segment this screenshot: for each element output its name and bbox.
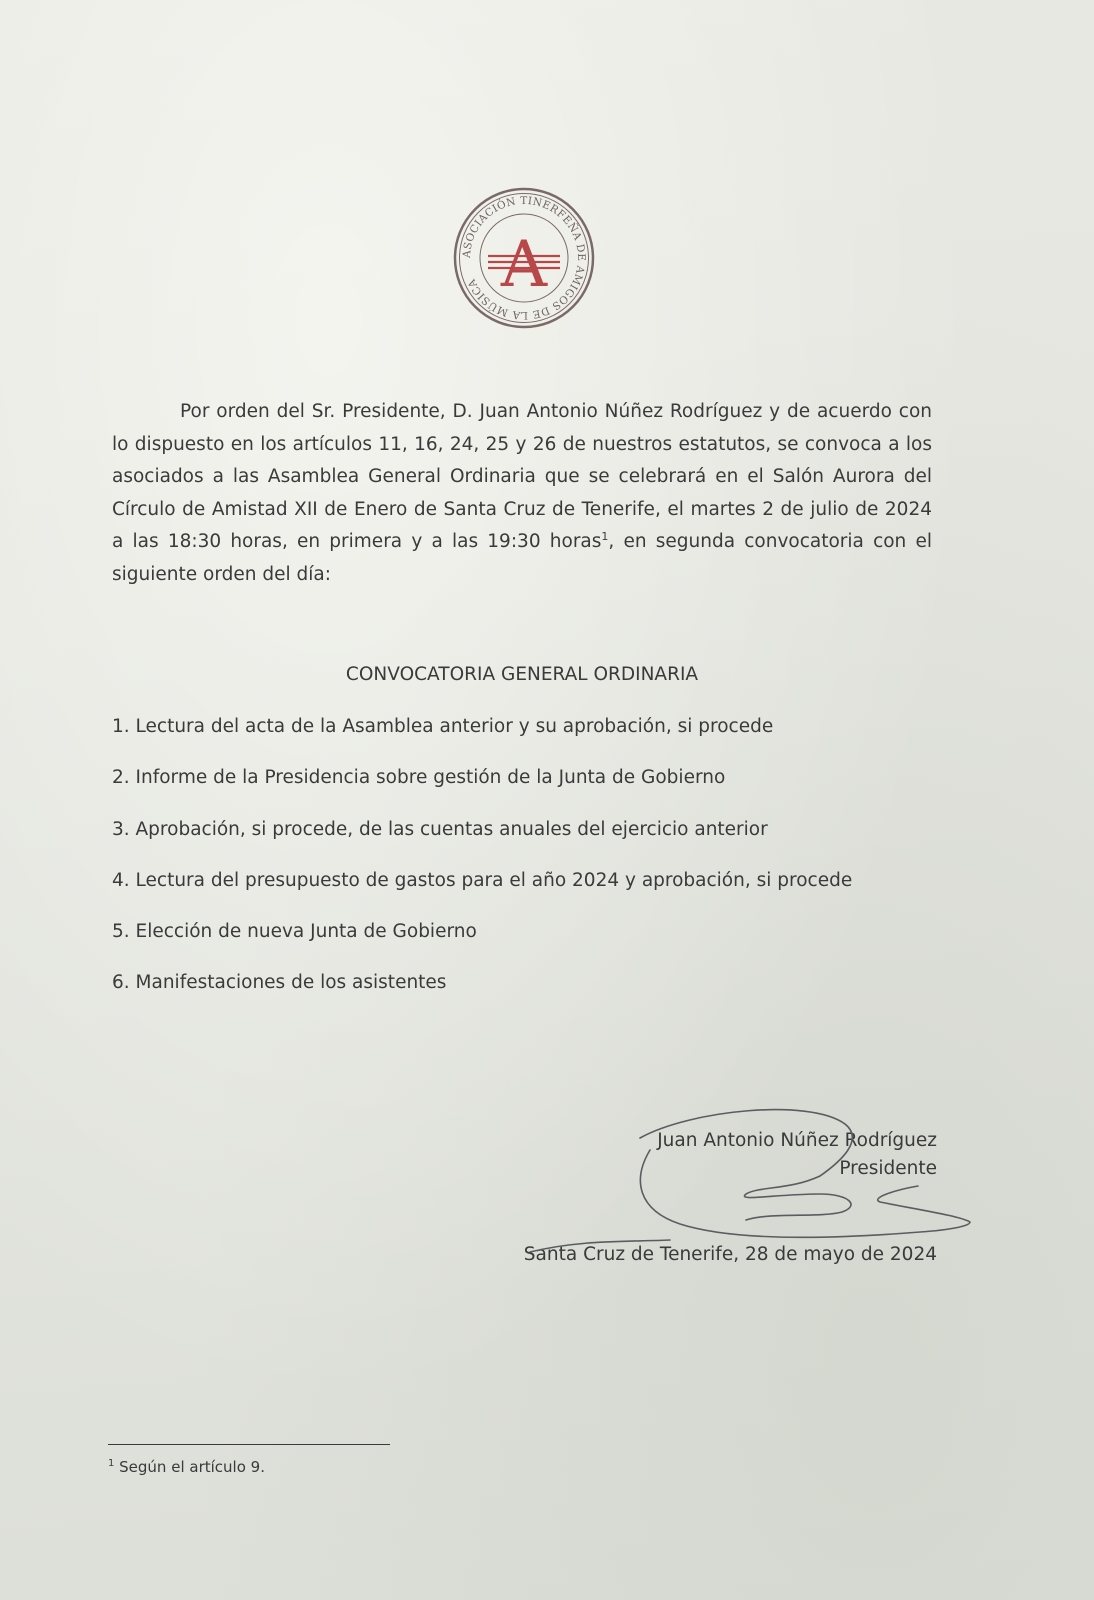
agenda-item: 3. Aprobación, si procede, de las cuentas anuales del ejercicio anterior [112, 818, 768, 840]
seal-ring-text: ASOCIACIÓN TINERFEÑA DE AMIGOS DE LA MÚSICA [460, 194, 588, 322]
agenda-item: 2. Informe de la Presidencia sobre gestión de la Junta de Gobierno [112, 767, 726, 789]
intro-text-part-1: Por orden del Sr. Presidente, D. Juan Antonio Núñez Rodríguez y de acuerdo con lo dispuesto en los artículos 11, 16, 24, 25 y 26 de nuestros estatutos, se convoca a los asociados a las Asamblea General Ordinaria que se celebrará en el Salón Aurora del Círculo de Amistad XII de Enero de Santa Cruz de Tenerife, el martes 2 de julio de 2024 a las 18:30 horas, en primera y a las 19:30 horas [112, 401, 932, 552]
signatory-role: Presidente [839, 1158, 937, 1179]
agenda-list [112, 712, 992, 1020]
seal-letter: A [500, 228, 548, 302]
footnote-marker: 1 [108, 1458, 115, 1469]
agenda-item: 6. Manifestaciones de los asistentes [112, 972, 447, 994]
agenda-title: CONVOCATORIA GENERAL ORDINARIA [345, 664, 699, 685]
footnote-reference: 1 [601, 529, 609, 543]
footnote-divider [108, 1444, 390, 1445]
footnote [108, 1458, 265, 1476]
place-and-date: Santa Cruz de Tenerife, 28 de mayo de 2024 [523, 1244, 937, 1265]
association-seal-logo [452, 186, 596, 330]
signatory-name: Juan Antonio Núñez Rodríguez [657, 1130, 937, 1151]
convocation-paragraph [112, 396, 932, 591]
footnote-text: Según el artículo 9. [119, 1458, 265, 1476]
agenda-item: 1. Lectura del acta de la Asamblea anterior y su aprobación, si procede [112, 716, 774, 737]
agenda-item: 5. Elección de nueva Junta de Gobierno [112, 921, 477, 943]
agenda-item: 4. Lectura del presupuesto de gastos para el año 2024 y aprobación, si procede [112, 869, 853, 891]
intro-text-part-2: , en segunda convocatoria con el siguiente orden del día: [112, 531, 932, 585]
